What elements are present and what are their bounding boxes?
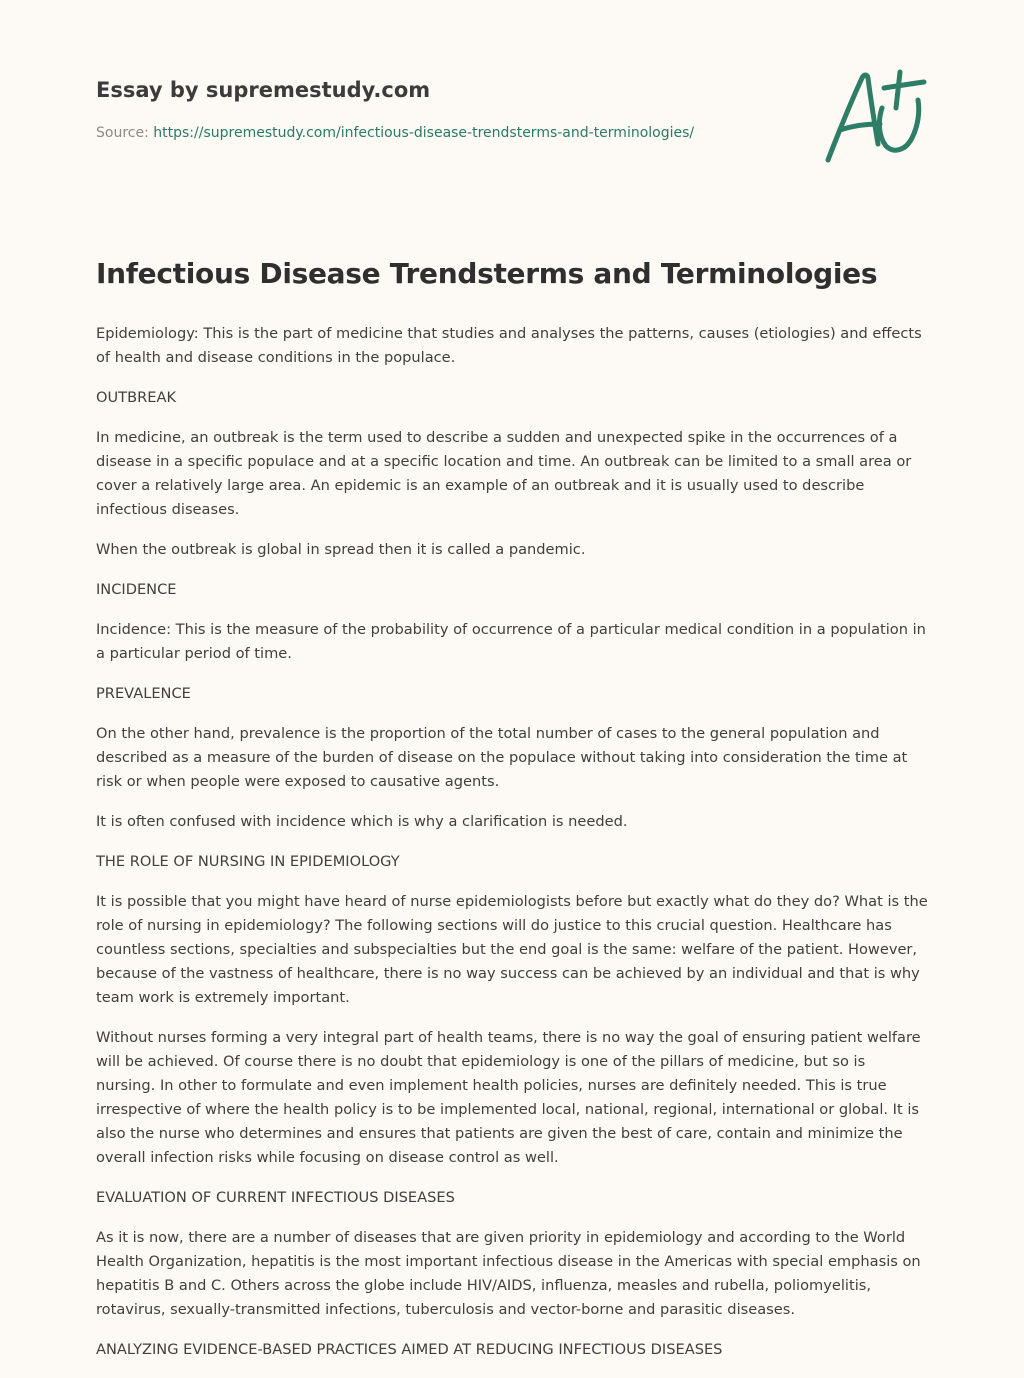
paragraph: Without nurses forming a very integral part of health teams, there is no way the goal of ensuring patient welfare will be achieved. Of course there is no doubt that epidemiology is one of the pillars of medicine, but so is nursing. In other to formulate and even implement health policies, nurses are definitely needed. This is true irrespective of where the health policy is to be implemented local, national, regional, international or global. It is also the nurse who determines and ensures that patients are given the best of care, contain and minimize the overall infection risks while focusing on disease control as well. xyxy=(96,1029,921,1166)
section-heading: OUTBREAK xyxy=(96,389,177,406)
paragraph: When the outbreak is global in spread then it is called a pandemic. xyxy=(96,541,586,558)
section-heading: ANALYZING EVIDENCE-BASED PRACTICES AIMED AT REDUCING INFECTIOUS DISEASES xyxy=(96,1341,723,1358)
paragraph: Incidence: This is the measure of the probability of occurrence of a particular medical condition in a population in a particular period of time. xyxy=(96,621,926,662)
paragraph: On the other hand, prevalence is the proportion of the total number of cases to the general population and described as a measure of the burden of disease on the populace without taking into consideration the time at risk or when people were exposed to causative agents. xyxy=(96,725,908,790)
essay-header xyxy=(96,74,796,143)
paragraph: As it is now, there are a number of diseases that are given priority in epidemiology and according to the World Health Organization, hepatitis is the most important infectious disease in the Americas with special emphasis on hepatitis B and C. Others across the globe include HIV/AIDS, influenza, measles and rubella, poliomyelitis, rotavirus, sexually-transmitted infections, tuberculosis and vector-borne and parasitic diseases. xyxy=(96,1229,921,1318)
section-heading: EVALUATION OF CURRENT INFECTIOUS DISEASES xyxy=(96,1189,455,1206)
section-heading: THE ROLE OF NURSING IN EPIDEMIOLOGY xyxy=(96,853,400,870)
source-label: Source: xyxy=(96,125,154,141)
paragraph: It is possible that you might have heard of nurse epidemiologists before but exactly what do they do? What is the role of nursing in epidemiology? The following sections will do justice to this crucial question. Healthcare has countless sections, specialties and subspecialties but the end goal is the same: welfare of the patient. However, because of the vastness of healthcare, there is no way success can be achieved by an individual and that is why team work is extremely important. xyxy=(96,893,928,1006)
paragraph: It is often confused with incidence which is why a clarification is needed. xyxy=(96,813,628,830)
article-body xyxy=(96,322,928,1362)
article xyxy=(96,254,928,1378)
section-heading: INCIDENCE xyxy=(96,581,177,598)
section-heading: PREVALENCE xyxy=(96,685,191,702)
paragraph: In medicine, an outbreak is the term used to describe a sudden and unexpected spike in the occurrences of a disease in a specific populace and at a specific location and time. An outbreak can be limited to a small area or cover a relatively large area. An epidemic is an example of an outbreak and it is usually used to describe infectious diseases. xyxy=(96,429,912,518)
paragraph: Epidemiology: This is the part of medicine that studies and analyses the patterns, causes (etiologies) and effects of health and disease conditions in the populace. xyxy=(96,325,922,366)
site-title: Essay by supremestudy.com xyxy=(96,78,431,102)
source-link[interactable]: https://supremestudy.com/infectious-disease-trendsterms-and-terminologies/ xyxy=(153,125,695,141)
article-title: Infectious Disease Trendsterms and Terminologies xyxy=(96,257,878,290)
source-line xyxy=(96,123,796,143)
a-plus-icon xyxy=(820,64,930,168)
